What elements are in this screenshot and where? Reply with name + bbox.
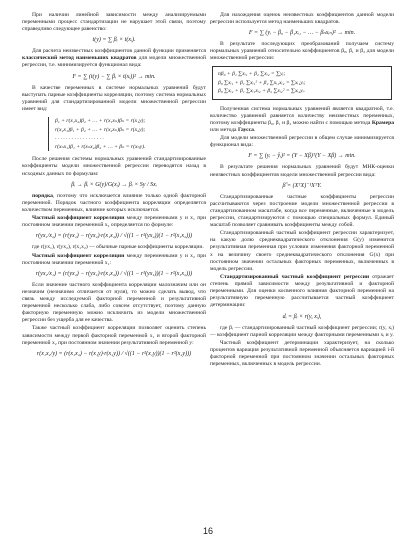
formula: F = ∑ (yᵢ − β₀ − β₁xᵢ₁ − … − βₙxᵢₙ)² → min.	[248, 30, 356, 37]
paragraph: Стандартизированные частные коэффициенты регрессии рассчитываются через построение модели множественной регрессии в стандартизованном масштабе, когда все переменные, включенные в модель регрессии, стандартизируются с помощью специальных формул. Единый масштаб позволяет сравнивать коэффициенты между собой.	[210, 193, 394, 228]
paragraph: В результате решения нормальных уравнений будут МНК-оценки неизвестных коэффициентов модели множественной регрессии вида:	[210, 164, 394, 178]
paragraph: После решения системы нормальных уравнений стандартизированные коэффициенты модели множественной регрессии переводятся назад в исходных данных по формулам:	[22, 156, 206, 177]
paragraph: Для нахождения оценок неизвестных коэффициентов данной модели регрессии используется метод наименьших квадратов.	[210, 12, 394, 26]
equation-line: β₁ + r(x₁x₂)β₂ + … + r(x₁xₙ)βₙ = r(x₁y);	[55, 117, 146, 124]
paragraph: Если значение частного коэффициента корреляции малозначим или он незначим (незначимо отличается от нуля), то можно сделать вывод, что связь между исследуемой факторной переменной и результативной переменной несколько слаба, либо совсем отсутствует, поэтому данную факторную переменную можно исключить из модели множественной регрессии без ущерба для ее качества.	[22, 281, 206, 324]
paragraph: Стандартизированный частный коэффициент регрессии характеризует, на какую долю среднеквадратического отклонения G(y) изменится результативная переменная при условии изменения факторной переменной x на величину своего среднеквадратического отклонения G(x) при постоянном значении остальных факторных переменных, включенных в модель регрессии.	[210, 230, 394, 272]
paragraph-text: между переменными y и x₁ при постоянном значении переменной x₂ определяется по формуле:	[22, 215, 206, 229]
formula: F = ∑ (t(y) − ∑ βᵢ × t(xᵢ))² → min.	[72, 73, 156, 80]
paragraph-text: .	[253, 126, 256, 133]
term-bold: Крамера	[371, 119, 394, 126]
term-bold: порядка	[32, 192, 53, 199]
formula: r(yx₁/x₂) = (r(yx₁) − r(yx₂)·r(x₁x₂)) / √((1 − r²(yx₂))(1 − r²(x₁x₂)))	[35, 233, 193, 240]
formula: βᵢ → βᵢ × G(y)/G(xᵢ) → βᵢ × Sy / Sxᵢ	[71, 181, 157, 188]
paragraph-text: между переменными y и x₂ при постоянном значении переменной x₁:	[22, 252, 206, 266]
paragraph	[22, 193, 206, 214]
formula: β̂ = (XᵀX)⁻¹XᵀY.	[282, 182, 322, 189]
paragraph	[210, 106, 394, 134]
equation-system-boxed	[212, 66, 392, 99]
right-column	[210, 12, 394, 369]
paragraph-text: для модели множественной регрессии, т.е. минимизируется функционал вида:	[22, 55, 206, 69]
term-bold: Гаусса	[237, 126, 254, 133]
formula: F = ∑ (yᵢ − ŷᵢ)² = (Y − Xβ)ᵀ(Y − Xβ) → min.	[248, 153, 356, 160]
paragraph-text: или метода	[210, 126, 238, 133]
equation-system	[48, 117, 206, 151]
paragraph-text: отражает степень прямой зависимости между результативной и факторной переменными. Для оценки косвенного влияния факторной переменной на результативную переменную рассчитывается частный коэффициент детерминации:	[210, 274, 394, 309]
equation-line: . . . . . . . . . . . . . . . . . .	[55, 135, 104, 142]
paragraph-text: , поэтому что исключается влияние только одной факторной переменной. Порядок частного коэффициента корреляции определяется количеством переменных, влияние которых исключается.	[22, 192, 206, 213]
paragraph-text: Полученная система нормальных уравнений является квадратной, т.е. количество уравнений равняется количеству неизвестных переменных, поэтому коэффициенты β₀, β₁ и β₂ можно найти с помощью метода	[210, 105, 394, 126]
term-bold: Стандартизированный частный коэффициент регрессии	[220, 274, 370, 281]
paragraph: В качестве переменных в системе нормальных уравнений будут выступать парные коэффициенты корреляции, поэтому система нормальных уравнений для стандартизированной модели множественной регрессии имеет вид:	[22, 84, 206, 112]
equation-line: β₀ ∑xᵢ₂ + β₁ ∑xᵢ₁xᵢ₂ + β₂ ∑xᵢ₂² = ∑xᵢ₂yᵢ.	[218, 88, 306, 95]
equation-line: nβ₀ + β₁ ∑xᵢ₁ + β₂ ∑xᵢ₂ = ∑yᵢ;	[218, 71, 286, 78]
formula: dᵢ = βᵢ × r(y, xᵢ),	[282, 313, 322, 320]
paragraph: Также частный коэффициент корреляции позволяет оценить степень зависимости между первой факторной переменной x₁ и второй факторной переменной x₂ при постоянном значении результативной переменной y:	[22, 325, 206, 346]
term-bold: Частный коэффициент корреляции	[32, 252, 125, 259]
page-number: 16	[202, 526, 213, 536]
formula: t(y) = ∑ βᵢ × t(xᵢ).	[92, 37, 136, 44]
paragraph: где r(yx₁), r(yx₂), r(x₁x₂) — обычные парные коэффициенты корреляции.	[32, 244, 204, 251]
paragraph: где βᵢ — стандартизированный частный коэффициент регрессии; r(y, xᵢ) — коэффициент парной корреляции между факторными переменными xᵢ и y.	[210, 324, 394, 338]
paragraph: В результате последующих преобразований получаем систему нормальных уравнений относительно коэффициентов β₀, β₁ и β₂ для модели множественной регрессии:	[210, 41, 394, 62]
paragraph	[22, 253, 206, 267]
equation-line: r(x₂x₁)β₁ + β₂ + … + r(x₂xₙ)βₙ = r(x₂y);	[55, 126, 146, 133]
term-bold: классический метод наименьших квадратов	[22, 55, 137, 62]
paragraph-text: Для расчета неизвестных коэффициентов данной функции применяется	[32, 48, 206, 55]
paragraph: При наличии линейной зависимости между анализируемыми переменными процесс стандартизации не нарушает этой связи, поэтому справедливо следующее равенство:	[22, 12, 206, 33]
equation-line: β₀ ∑xᵢ₁ + β₁ ∑xᵢ₁² + β₂ ∑xᵢ₁xᵢ₂ = ∑xᵢ₁yᵢ;	[218, 79, 306, 86]
formula: r(x₁x₂/y) = (r(x₁x₂) − r(x₁y)·r(x₂y)) / √((1 − r²(x₁y))(1 − r²(x₂y)))	[36, 350, 192, 357]
term-bold: Частный коэффициент корреляции	[32, 215, 125, 222]
paragraph	[22, 215, 206, 229]
equation-line: r(xₙx₁)β₁ + r(xₙx₂)β₂ + … + βₙ = r(xₙy).	[55, 143, 146, 150]
paragraph	[210, 274, 394, 309]
left-column	[22, 12, 206, 362]
paragraph: Частный коэффициент детерминации характеризует, на сколько процентов вариация результативной переменной объясняется вариацией i-й факторной переменной при постоянном значении остальных факторных переменных, включенных в модель регрессии.	[210, 339, 394, 368]
paragraph	[22, 48, 206, 69]
paragraph: Для модели множественной регрессии в общем случае минимизируется функционал вида:	[210, 135, 394, 149]
formula: r(yx₂/x₁) = (r(yx₂) − r(yx₁)·r(x₁x₂)) / √((1 − r²(yx₁))(1 − r²(x₁x₂)))	[35, 270, 193, 277]
